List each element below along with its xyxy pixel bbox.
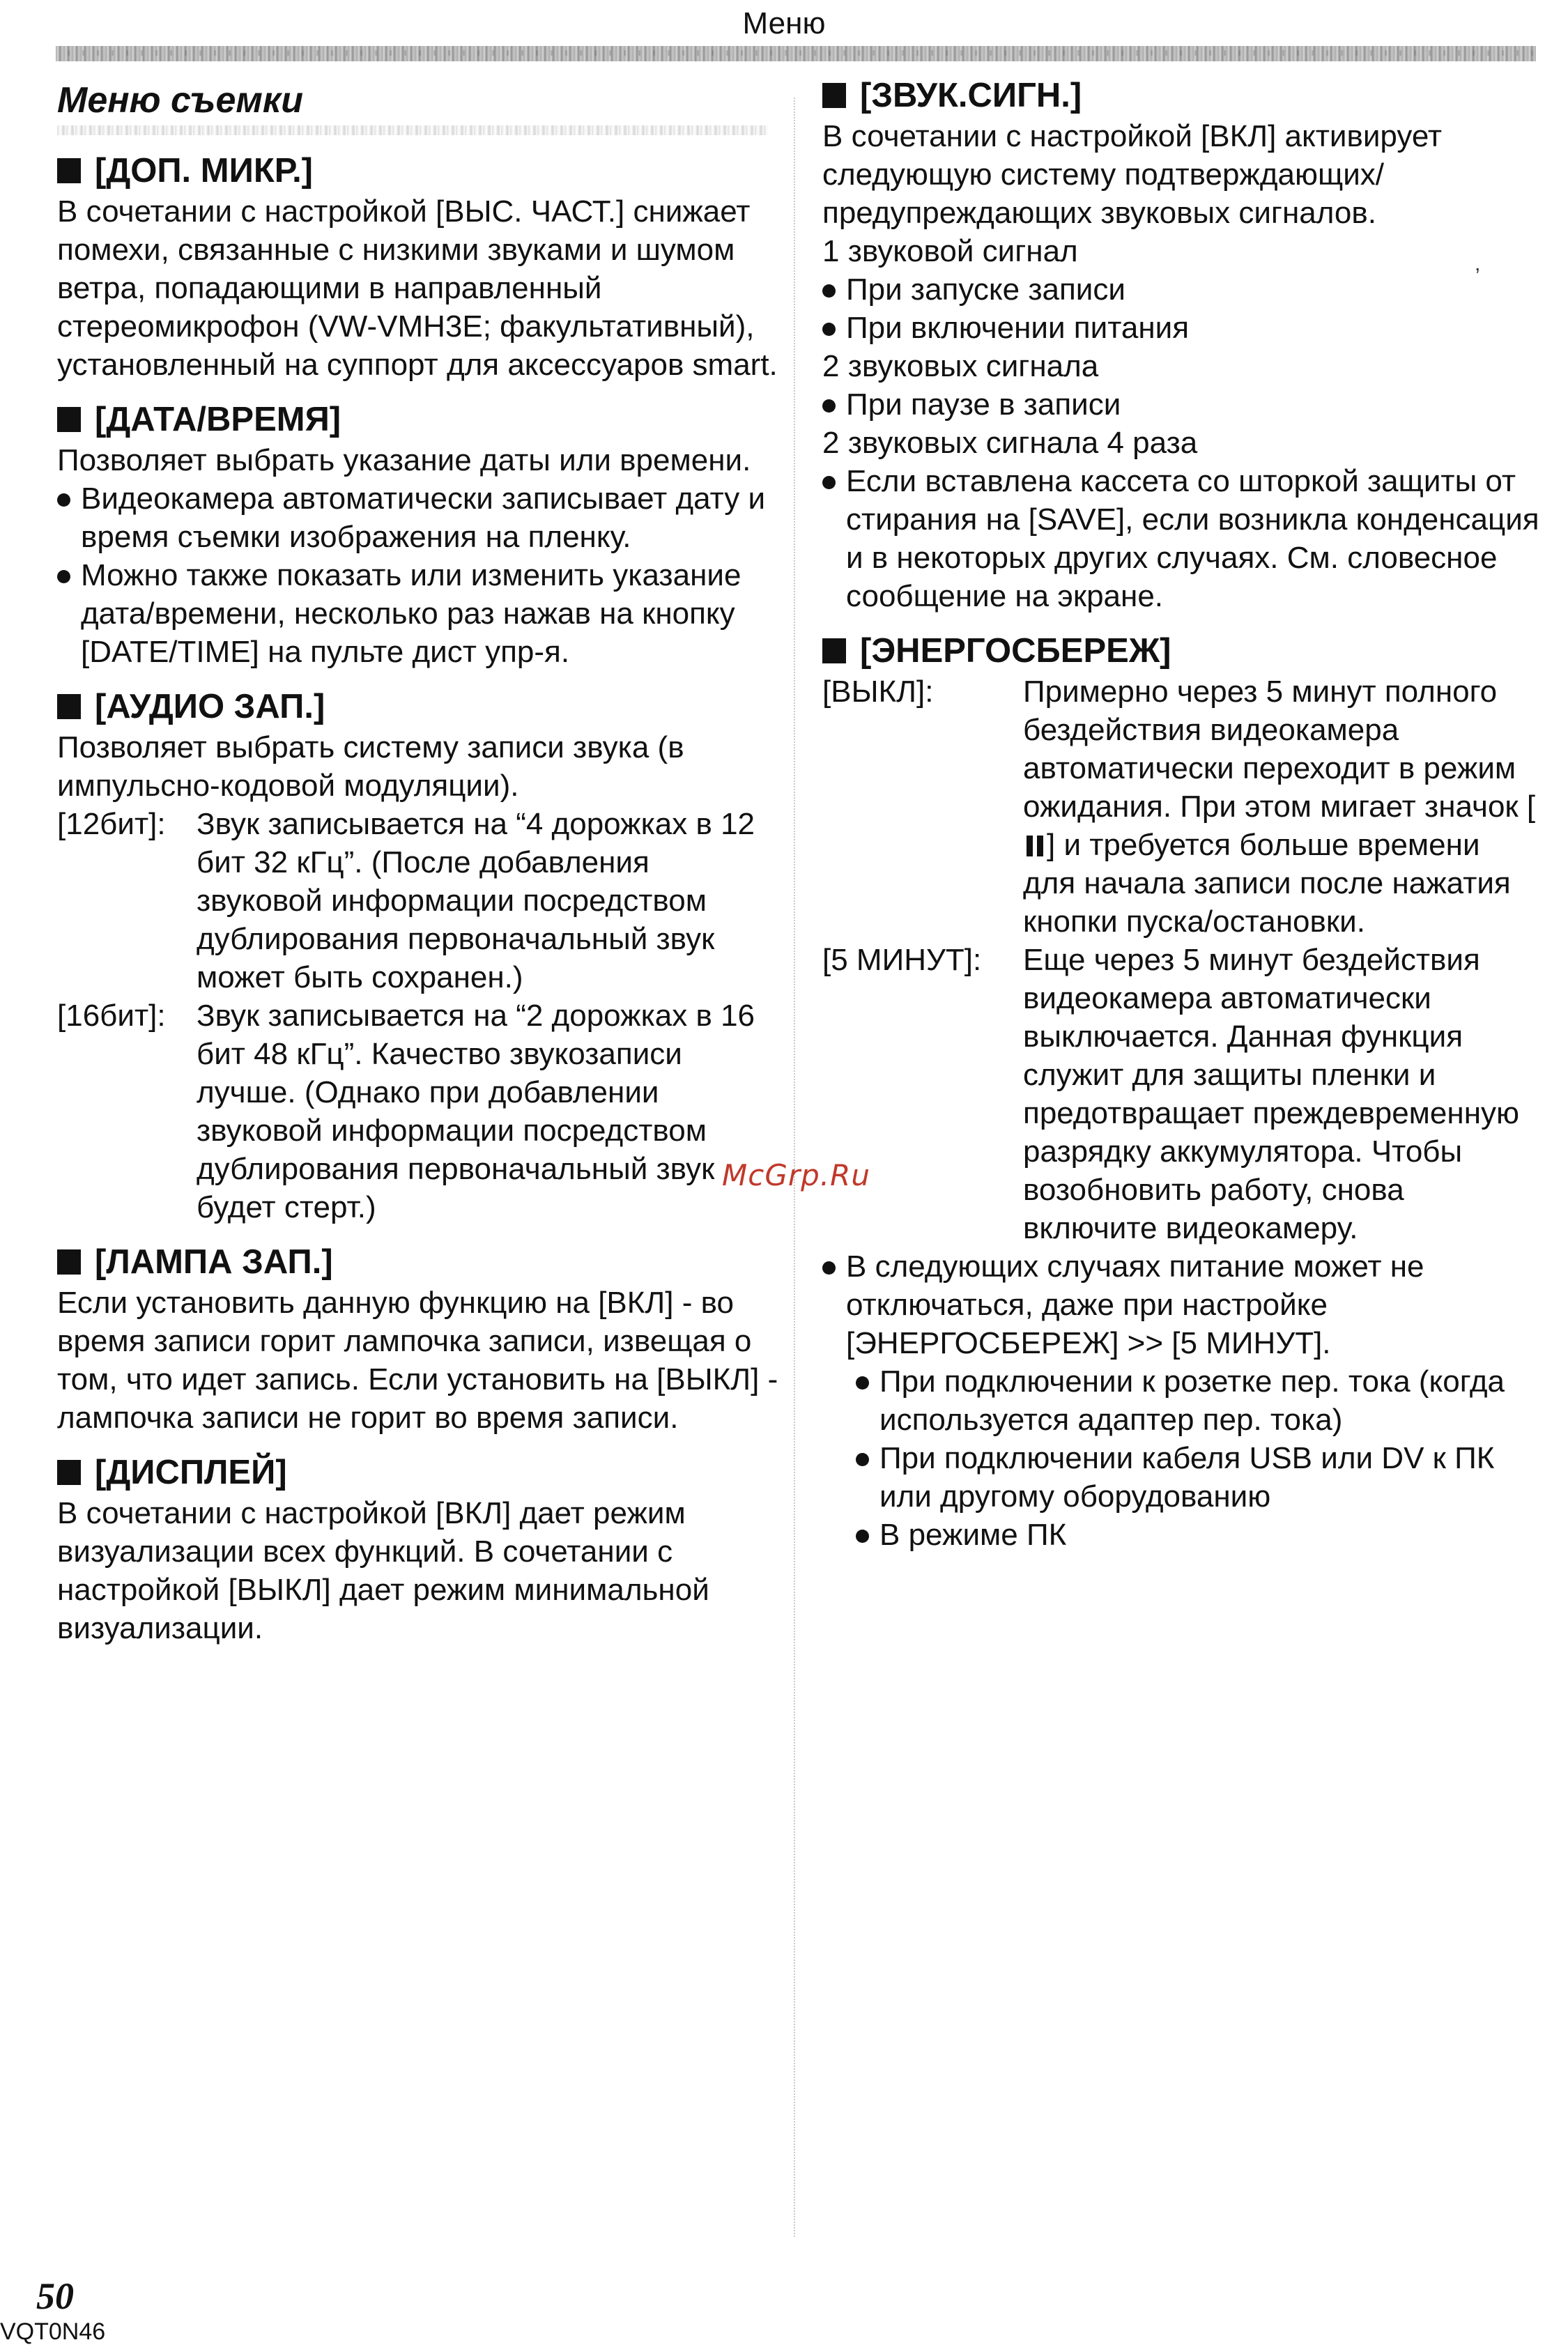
lampa-zap-text: Если установить данную функцию на [ВКЛ] - во время записи горит лампочка записи, извещая о том, что идет запись. Если установить на [ВЫКЛ] - лампочка записи не горит во время записи.	[57, 1286, 778, 1435]
bullet-text: Видеокамера автоматически записывает дату и время съемки изображения на пленку.	[81, 482, 766, 554]
bullet-item	[822, 309, 1540, 347]
right-column	[822, 75, 1540, 1554]
bullet-dot-icon	[822, 399, 836, 413]
heading-zvuk-sign-text: [ЗВУК.СИГН.]	[860, 77, 1082, 114]
black-square-icon	[57, 407, 81, 432]
heading-lampa-zap-text: [ЛАМПА ЗАП.]	[95, 1243, 333, 1281]
sub-bullet-item	[856, 1439, 1540, 1516]
document-code: VQT0N46	[0, 2318, 106, 2345]
heading-energosberezh	[822, 631, 1540, 671]
section-title-rule	[57, 125, 768, 135]
data-vremya-text: Позволяет выбрать указание даты или времени.	[57, 443, 751, 477]
heading-displei-text: [ДИСПЛЕЙ]	[95, 1454, 287, 1491]
bullet-text: При включении питания	[846, 311, 1190, 345]
black-square-icon	[822, 83, 846, 108]
black-square-icon	[57, 1249, 81, 1275]
option-description: Звук записывается на “4 дорожках в 12 бит 32 кГц”. (После добавления звуковой информации посредством дублирования первоначальный звук может быть сохранен.)	[197, 807, 755, 994]
stray-mark: ,	[1475, 252, 1481, 275]
page-number: 50	[36, 2275, 74, 2317]
bullet-item	[57, 556, 782, 671]
heading-audio-zap	[57, 686, 782, 727]
option-term: [ВЫКЛ]:	[822, 675, 934, 709]
vykl-desc-end: ] и требуется больше времени для начала записи после нажатия кнопки пуска/остановки.	[1023, 828, 1511, 939]
black-square-icon	[57, 1460, 81, 1485]
bullet-text: При подключении кабеля USB или DV к ПК или другому оборудованию	[879, 1441, 1495, 1514]
signal-group-label: 2 звуковых сигнала 4 раза	[822, 426, 1198, 460]
displei-text: В сочетании с настройкой [ВКЛ] дает режим визуализации всех функций. В сочетании с настройкой [ВЫКЛ] дает режим минимальной визуализации.	[57, 1496, 709, 1645]
audio-zap-options	[57, 805, 782, 1226]
option-term: [12бит]:	[57, 807, 166, 841]
bullet-item	[822, 270, 1540, 309]
zvuk-sign-text: В сочетании с настройкой [ВКЛ] активирует следующую систему подтверждающих/ предупреждающих звуковых сигналов.	[822, 119, 1443, 230]
vykl-desc-start: Примерно через 5 минут полного бездействия видеокамера автоматически переходит в режим ожидания. При этом мигает значок [	[1023, 675, 1536, 824]
bullet-item	[822, 462, 1540, 615]
bullet-text: Можно также показать или изменить указание дата/времени, несколько раз нажав на кнопку [DATE/TIME] на пульте дист упр-я.	[81, 558, 741, 669]
left-column	[57, 75, 782, 1647]
heading-energosberezh-text: [ЭНЕРГОСБЕРЕЖ]	[860, 632, 1171, 670]
black-square-icon	[57, 158, 81, 183]
heading-zvuk-sign	[822, 75, 1540, 116]
option-term: [16бит]:	[57, 999, 166, 1033]
black-square-icon	[822, 638, 846, 663]
bullet-dot-icon	[822, 284, 836, 298]
sub-bullet-item	[856, 1516, 1540, 1554]
dop-mikr-text: В сочетании с настройкой [ВЫС. ЧАСТ.] снижает помехи, связанные с низкими звуками и шумом ветра, попадающими в направленный стереомикрофон (VW-VMH3E; факультативный), установленный на суппорт для аксессуаров smart.	[57, 194, 778, 382]
heading-data-vremya	[57, 399, 782, 440]
heading-data-vremya-text: [ДАТА/ВРЕМЯ]	[95, 401, 341, 438]
signal-group-label: 2 звуковых сигнала	[822, 349, 1099, 383]
page-header-title: Меню	[742, 6, 826, 40]
bullet-text: В следующих случаях питание может не отключаться, даже при настройке [ЭНЕРГОСБЕРЕЖ] >> [5 МИНУТ].	[846, 1249, 1424, 1360]
section-title: Меню съемки	[57, 80, 303, 121]
heading-displei	[57, 1452, 782, 1493]
bullet-dot-icon	[856, 1453, 869, 1466]
heading-lampa-zap	[57, 1242, 782, 1282]
option-description: Еще через 5 минут бездействия видеокамера автоматически выключается. Данная функция служит для защиты пленки и предотвращает преждевременную разрядку аккумулятора. Чтобы возобновить работу, снова включите видеокамеру.	[1023, 943, 1519, 1245]
bullet-dot-icon	[57, 570, 70, 583]
option-description: Звук записывается на “2 дорожках в 16 бит 48 кГц”. Качество звукозаписи лучше. (Однако при добавлении звуковой информации посредством дублирования первоначальный звук будет стерт.)	[197, 999, 755, 1224]
bullet-item	[57, 479, 782, 556]
sub-bullet-item	[856, 1362, 1540, 1439]
heading-dop-mikr-text: [ДОП. МИКР.]	[95, 152, 313, 190]
option-description	[1023, 672, 1540, 941]
energosberezh-options	[822, 672, 1540, 1247]
bullet-text: При паузе в записи	[846, 387, 1121, 422]
bullet-text: В режиме ПК	[879, 1518, 1067, 1552]
pause-icon	[1026, 833, 1044, 858]
bullet-text: Если вставлена кассета со шторкой защиты от стирания на [SAVE], если возникла конденсация и в некоторых других случаях. См. словесное сообщение на экране.	[846, 464, 1539, 613]
signal-group-label: 1 звуковой сигнал	[822, 234, 1078, 268]
watermark-text: McGrp.Ru	[722, 1158, 870, 1192]
bullet-dot-icon	[57, 493, 70, 507]
bullet-text: При запуске записи	[846, 272, 1125, 307]
bullet-item	[822, 385, 1540, 424]
bullet-dot-icon	[856, 1376, 869, 1390]
audio-zap-text: Позволяет выбрать систему записи звука (в импульсно-кодовой модуляции).	[57, 730, 684, 803]
option-term: [5 МИНУТ]:	[822, 943, 982, 977]
heading-audio-zap-text: [АУДИО ЗАП.]	[95, 688, 325, 725]
heading-dop-mikr	[57, 151, 782, 191]
bullet-dot-icon	[822, 1261, 836, 1275]
bullet-dot-icon	[822, 476, 836, 489]
bullet-item	[822, 1247, 1540, 1362]
bullet-text: При подключении к розетке пер. тока (когда используется адаптер пер. тока)	[879, 1364, 1505, 1437]
bullet-dot-icon	[856, 1530, 869, 1543]
black-square-icon	[57, 694, 81, 719]
header-band-texture	[56, 50, 1536, 56]
bullet-dot-icon	[822, 323, 836, 336]
